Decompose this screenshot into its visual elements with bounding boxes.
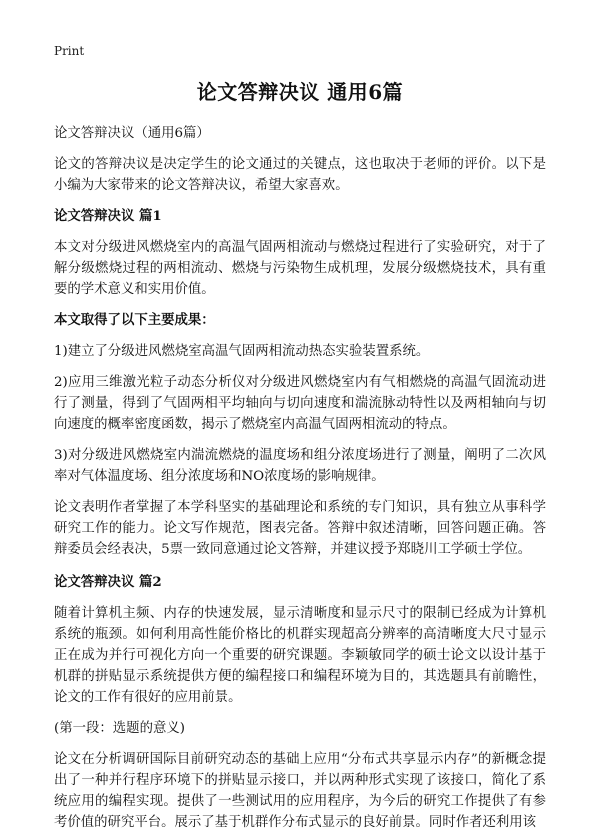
results-heading: 本文取得了以下主要成果： [54, 312, 215, 328]
intro-paragraph: 论文的答辩决议是决定学生的论文通过的关键点，这也取决于老师的评价。以下是小编为大家带来的论文答辩决议，希望大家喜欢。 [54, 157, 546, 193]
result-item-2: 2)应用三维激光粒子动态分析仪对分级进风燃烧室内有气相燃烧的高温气固流动进行了测量，得到了气固两相平均轴向与切向速度和湍流脉动特性以及两相轴向与切向速度的概率密度函数，揭示了燃烧室内高温气固两相流动的特点。 [54, 375, 546, 432]
section2-paragraph-2: 论文在分析调研国际目前研究动态的基础上应用“分布式共享显示内存”的新概念提出了一种并行程序环境下的拼贴显示接口，并以两种形式实现了该接口，简化了系统应用的编程实现。提供了一些测试用的应用程序，为今后的研究工作提供了有参考价值的研究平台。展示了基于机群作分布式显示的良好前景。同时作者还利用该 [54, 752, 546, 830]
page-title: 论文答辩决议 通用6篇 [196, 80, 404, 104]
print-label: Print [54, 44, 85, 58]
result-item-1: 1)建立了分级进风燃烧室高温气固两相流动热态实验装置系统。 [54, 344, 430, 359]
section1-heading: 论文答辩决议 篇1 [54, 208, 162, 224]
section2-subheading: (第一段：选题的意义) [54, 721, 185, 736]
section1-paragraph: 本文对分级进风燃烧室内的高温气固两相流动与燃烧过程进行了实验研究，对于了解分级燃烧过程的两相流动、燃烧与污染物生成机理，发展分级燃烧技术，具有重要的学术意义和实用价值。 [54, 240, 546, 297]
conclusion-paragraph: 论文表明作者掌握了本学科坚实的基础理论和系统的专门知识，具有独立从事科学研究工作的能力。论文写作规范，图表完备。答辩中叙述清晰，回答问题正确。答辩委员会经表决，5票一致同意通过论文答辩，并建议授予郑晓川工学硕士学位。 [54, 500, 546, 557]
subtitle: 论文答辩决议（通用6篇） [54, 126, 210, 141]
section2-heading: 论文答辩决议 篇2 [54, 574, 162, 590]
result-item-3: 3)对分级进风燃烧室内湍流燃烧的温度场和组分浓度场进行了测量，阐明了二次风率对气体温度场、组分浓度场和NO浓度场的影响规律。 [54, 448, 546, 484]
section2-paragraph-1: 随着计算机主频、内存的快速发展，显示清晰度和显示尺寸的限制已经成为计算机系统的瓶颈。如何利用高性能价格比的机群实现超高分辨率的高清晰度大尺寸显示正在成为并行可视化方向一个重要的研究课题。李颖敏同学的硕士论文以设计基于机群的拼贴显示系统提供方便的编程接口和编程环境为目的，其选题具有前瞻性，论文的工作有很好的应用前景。 [54, 606, 546, 705]
